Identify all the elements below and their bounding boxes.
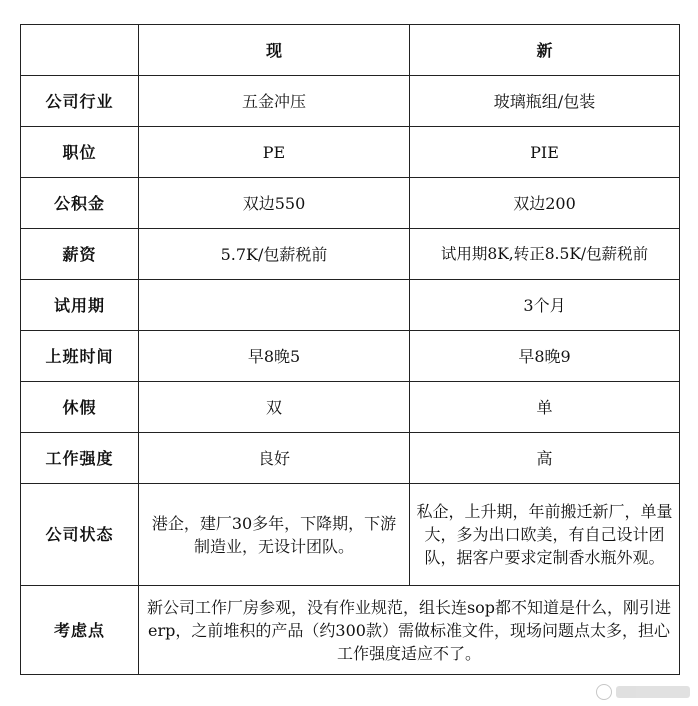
cell-new-position: PIE — [410, 127, 680, 178]
row-label-company-status: 公司状态 — [21, 484, 139, 586]
cell-current-days-off: 双 — [139, 382, 410, 433]
cell-current-workload: 良好 — [139, 433, 410, 484]
watermark-text-blur — [616, 686, 690, 698]
row-label-salary: 薪资 — [21, 229, 139, 280]
cell-new-days-off: 单 — [410, 382, 680, 433]
cell-new-company-status: 私企，上升期，年前搬迁新厂，单量大，多为出口欧美，有自己设计团队，据客户要求定制香水瓶外观。 — [410, 484, 680, 586]
cell-current-housing-fund: 双边550 — [139, 178, 410, 229]
cell-current-position: PE — [139, 127, 410, 178]
cell-current-company-status: 港企，建厂30多年，下降期，下游制造业，无设计团队。 — [139, 484, 410, 586]
table-row — [21, 382, 680, 433]
row-label-position: 职位 — [21, 127, 139, 178]
row-label-considerations: 考虑点 — [21, 586, 139, 675]
corner-cell — [21, 25, 139, 76]
cell-new-industry: 玻璃瓶组/包装 — [410, 76, 680, 127]
header-row — [21, 25, 680, 76]
table-row — [21, 178, 680, 229]
cell-new-work-hours: 早8晚9 — [410, 331, 680, 382]
column-header-new: 新 — [410, 25, 680, 76]
cell-new-probation: 3个月 — [410, 280, 680, 331]
cell-current-probation — [139, 280, 410, 331]
cell-current-industry: 五金冲压 — [139, 76, 410, 127]
table-row — [21, 127, 680, 178]
table-row — [21, 433, 680, 484]
table-row — [21, 484, 680, 586]
row-label-work-hours: 上班时间 — [21, 331, 139, 382]
table-row — [21, 280, 680, 331]
table-row — [21, 586, 680, 675]
cell-new-salary: 试用期8K,转正8.5K/包薪税前 — [410, 229, 680, 280]
cell-current-work-hours: 早8晚5 — [139, 331, 410, 382]
table-row — [21, 229, 680, 280]
cell-current-salary: 5.7K/包薪税前 — [139, 229, 410, 280]
column-header-current: 现 — [139, 25, 410, 76]
row-label-housing-fund: 公积金 — [21, 178, 139, 229]
cell-new-housing-fund: 双边200 — [410, 178, 680, 229]
cell-new-workload: 高 — [410, 433, 680, 484]
row-label-days-off: 休假 — [21, 382, 139, 433]
row-label-probation: 试用期 — [21, 280, 139, 331]
watermark-logo-icon — [596, 684, 612, 700]
cell-considerations: 新公司工作厂房参观，没有作业规范，组长连sop都不知道是什么，刚引进erp，之前堆积的产品（约300款）需做标准文件，现场问题点太多，担心工作强度适应不了。 — [139, 586, 680, 675]
table-row — [21, 76, 680, 127]
comparison-table — [20, 24, 680, 675]
row-label-workload: 工作强度 — [21, 433, 139, 484]
row-label-industry: 公司行业 — [21, 76, 139, 127]
watermark — [596, 684, 690, 700]
table-row — [21, 331, 680, 382]
